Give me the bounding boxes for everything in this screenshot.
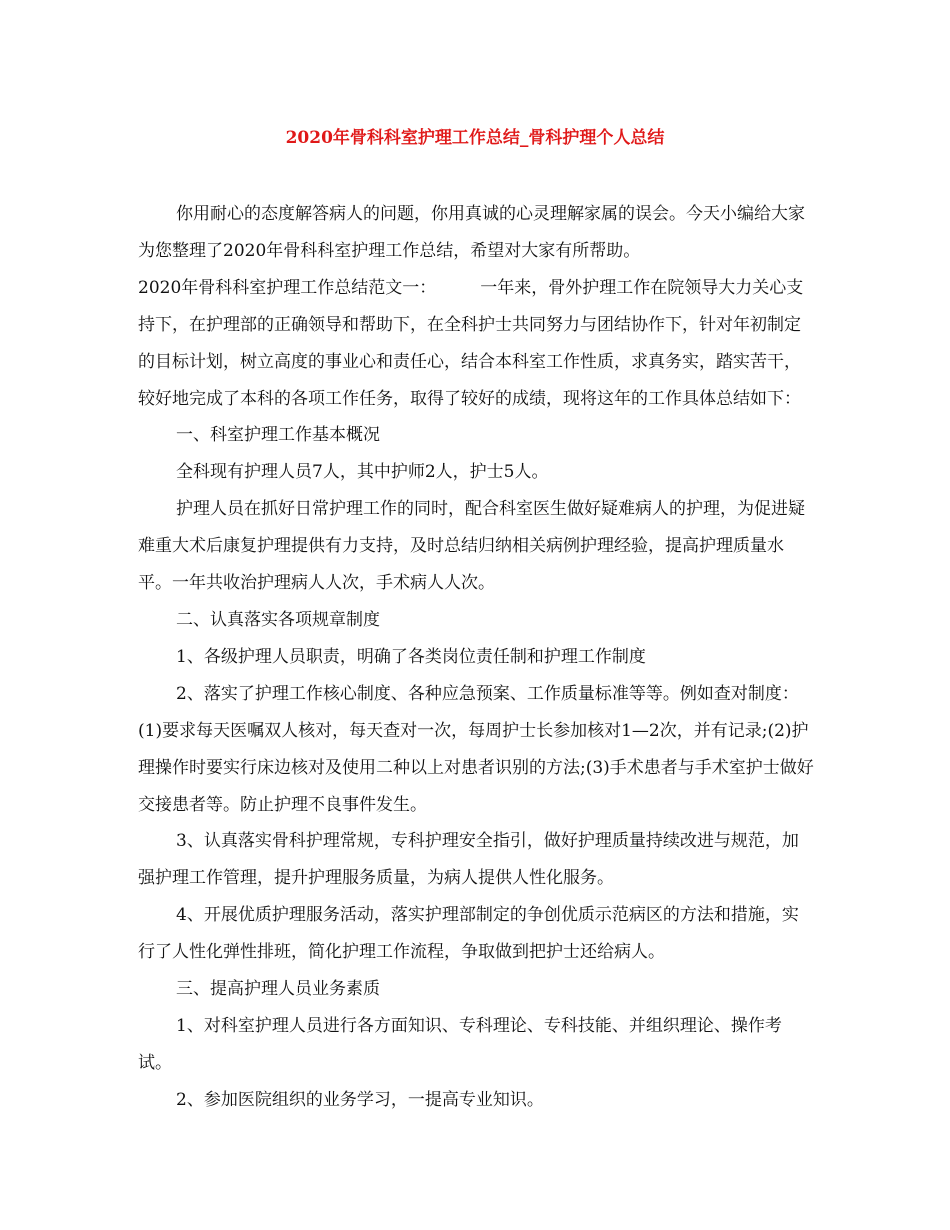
nursing-quality-paragraph: 护理人员在抓好日常护理工作的同时，配合科室医生做好疑难病人的护理，为促进疑难重大术后康复护理提供有力支持，及时总结归纳相关病例护理经验，提高护理质量水平。一年共收治护理病人人次，手术病人人次。 — [138, 499, 805, 594]
intro-paragraph: 你用耐心的态度解答病人的问题，你用真诚的心灵理解家属的误会。今天小编给大家为您整理了2020年骨科科室护理工作总结，希望对大家有所帮助。 — [138, 204, 805, 261]
sample-summary-text: 一年来，骨外护理工作在院领导大力关心支持下，在护理部的正确领导和帮助下，在全科护士共同努力与团结协作下，针对年初制定的目标计划，树立高度的事业心和责任心，结合本科室工作性质，求真务实，踏实苦干，较好地完成了本科的各项工作任务，取得了较好的成绩，现将这年的工作具体总结如下： — [138, 277, 804, 409]
rules-item-2: 2、落实了护理工作核心制度、各种应急预案、工作质量标准等等。例如查对制度：(1)要求每天医嘱双人核对，每天查对一次，每周护士长参加核对1—2次，并有记录;(2)护理操作时要实行床边核对及使用二种以上对患者识别的方法;(3)手术患者与手术室护士做好交接患者等。防止护理不良事件发生。 — [138, 683, 814, 815]
section-heading-3: 三、提高护理人员业务素质 — [176, 979, 380, 1000]
document-body — [138, 196, 814, 1119]
rules-item-4: 4、开展优质护理服务活动，落实护理部制定的争创优质示范病区的方法和措施，实行了人性化弹性排班，简化护理工作流程，争取做到把护士还给病人。 — [138, 905, 799, 963]
sample-paragraph — [138, 270, 814, 418]
section-heading-1: 一、科室护理工作基本概况 — [176, 425, 380, 446]
sample-heading: 2020年骨科科室护理工作总结范文一： — [138, 277, 437, 298]
skills-item-1: 1、对科室护理人员进行各方面知识、专科理论、专科技能、并组织理论、操作考试。 — [138, 1015, 782, 1073]
document-title: 2020年骨科科室护理工作总结_骨科护理个人总结 — [285, 128, 665, 148]
rules-item-1: 1、各级护理人员职责，明确了各类岗位责任制和护理工作制度 — [176, 646, 646, 667]
section-heading-2: 二、认真落实各项规章制度 — [176, 609, 380, 630]
rules-item-3: 3、认真落实骨科护理常规，专科护理安全指引，做好护理质量持续改进与规范，加强护理工作管理，提升护理服务质量，为病人提供人性化服务。 — [138, 831, 799, 889]
skills-item-2: 2、参加医院组织的业务学习，一提高专业知识。 — [176, 1089, 544, 1110]
staff-overview-paragraph: 全科现有护理人员7人，其中护师2人，护士5人。 — [176, 462, 549, 483]
